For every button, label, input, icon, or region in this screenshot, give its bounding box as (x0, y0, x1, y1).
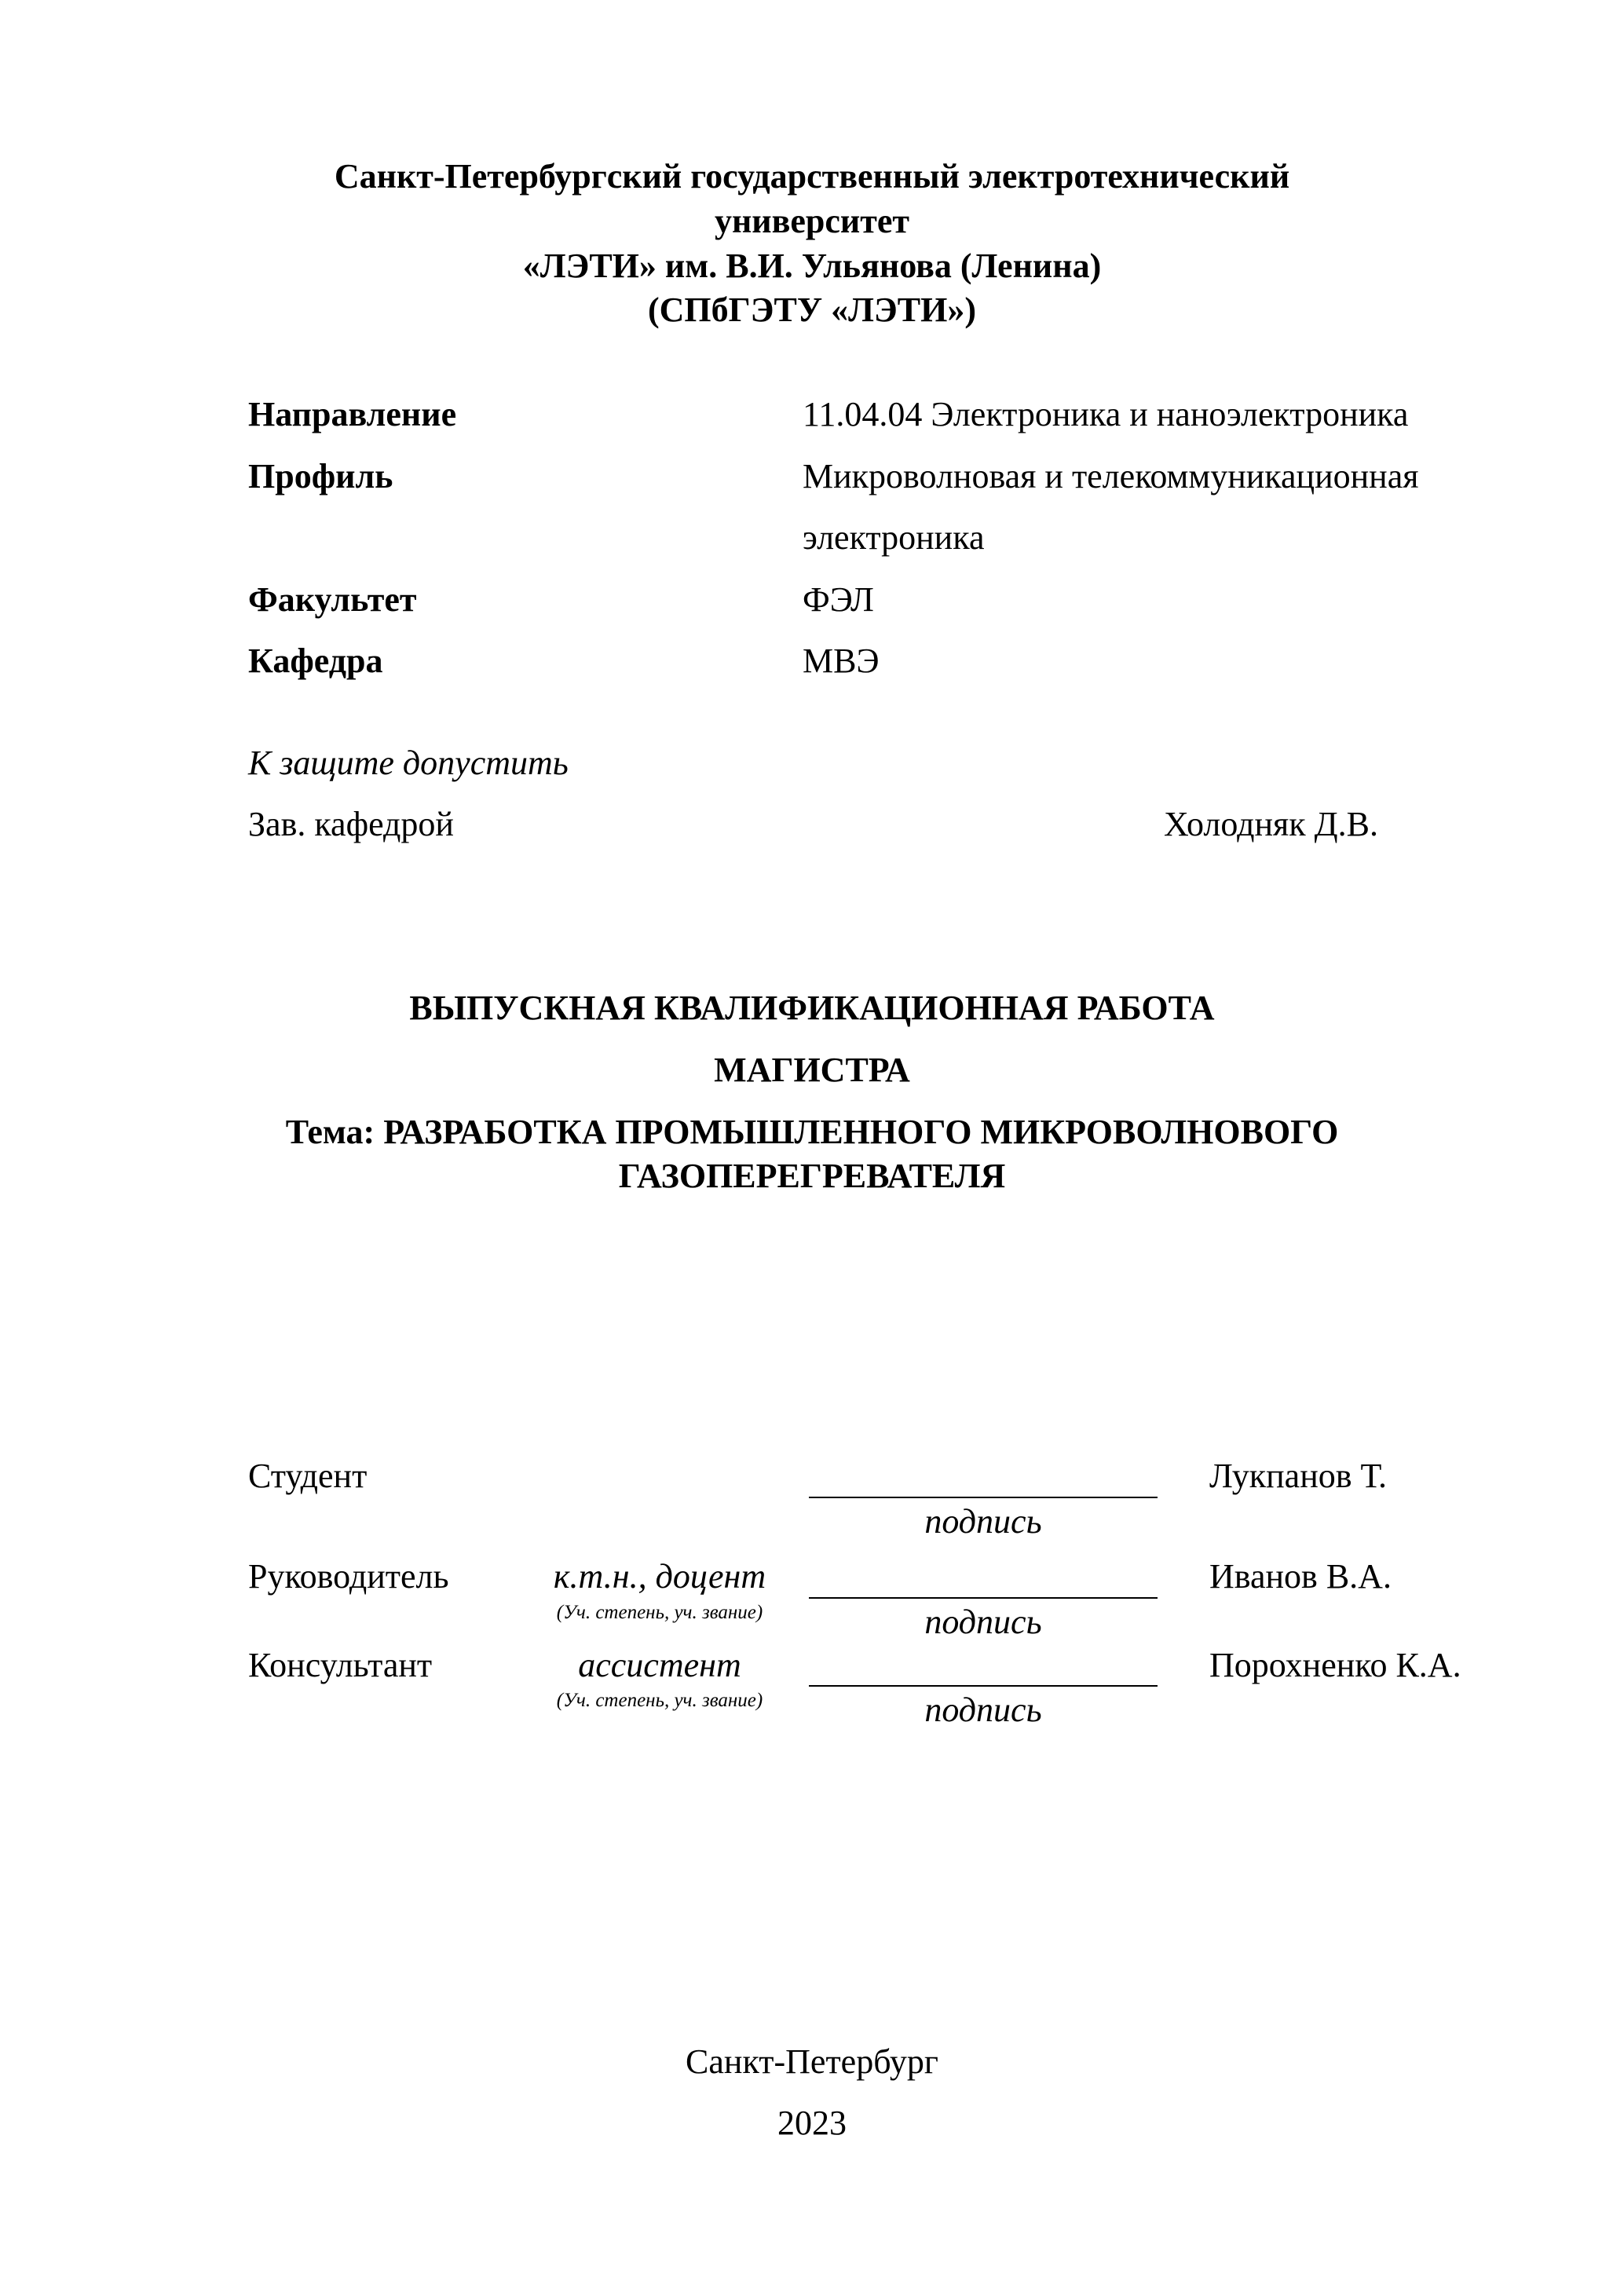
consultant-signature-line (809, 1685, 1158, 1687)
supervisor-signature-line (809, 1597, 1158, 1599)
student-name: Лукпанов Т. (1209, 1457, 1387, 1495)
profile-value-line-1: Микроволновая и телекоммуникационная (803, 457, 1419, 495)
faculty-label: Факультет (248, 580, 417, 619)
department-label: Кафедра (248, 642, 383, 680)
direction-value: 11.04.04 Электроника и наноэлектроника (803, 395, 1409, 433)
thesis-type-line-1: ВЫПУСКНАЯ КВАЛИФИКАЦИОННАЯ РАБОТА (409, 989, 1215, 1027)
department-head-label: Зав. кафедрой (248, 805, 454, 843)
university-name-line-1: Санкт-Петербургский государственный электротехнический (334, 157, 1290, 196)
supervisor-signature-hint: подпись (924, 1603, 1042, 1641)
consultant-label: Консультант (248, 1646, 433, 1684)
department-value: МВЭ (803, 642, 880, 680)
footer-city: Санкт-Петербург (686, 2042, 938, 2081)
university-name-line-2: университет (714, 202, 910, 240)
consultant-degree: ассистент (578, 1646, 741, 1684)
supervisor-label: Руководитель (248, 1557, 449, 1596)
direction-label: Направление (248, 395, 457, 433)
profile-value-line-2: электроника (803, 518, 985, 557)
supervisor-degree: к.т.н., доцент (553, 1557, 766, 1596)
student-signature-line (809, 1497, 1158, 1498)
student-signature-hint: подпись (924, 1502, 1042, 1541)
consultant-signature-hint: подпись (924, 1691, 1042, 1729)
department-head-name: Холодняк Д.В. (1164, 805, 1379, 843)
thesis-type-line-2: МАГИСТРА (714, 1051, 910, 1089)
consultant-name: Порохненко К.А. (1209, 1646, 1461, 1684)
profile-label: Профиль (248, 457, 393, 495)
supervisor-name: Иванов В.А. (1209, 1557, 1392, 1596)
faculty-value: ФЭЛ (803, 580, 874, 619)
student-label: Студент (248, 1457, 368, 1495)
university-name-line-3: «ЛЭТИ» им. В.И. Ульянова (Ленина) (522, 247, 1102, 285)
admit-to-defense-text: К защите допустить (248, 744, 569, 782)
university-name-line-4: (СПбГЭТУ «ЛЭТИ») (648, 291, 976, 329)
thesis-topic-line-2: ГАЗОПЕРЕГРЕВАТЕЛЯ (618, 1157, 1006, 1195)
footer-year: 2023 (777, 2104, 847, 2142)
consultant-degree-hint: (Уч. степень, уч. звание) (556, 1690, 763, 1711)
thesis-topic-line-1: Тема: РАЗРАБОТКА ПРОМЫШЛЕННОГО МИКРОВОЛНОВОГО (285, 1113, 1339, 1151)
supervisor-degree-hint: (Уч. степень, уч. звание) (556, 1602, 763, 1623)
